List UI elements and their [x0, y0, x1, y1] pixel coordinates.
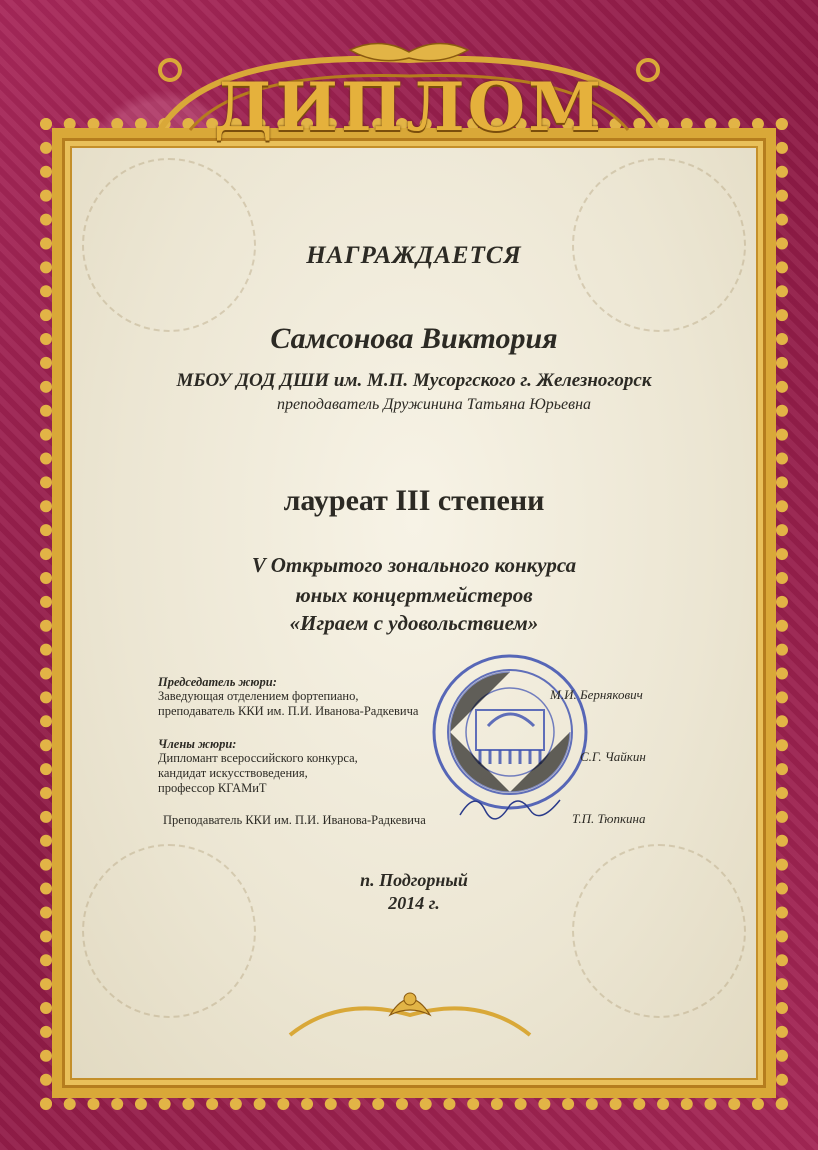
signature — [455, 780, 565, 830]
jury-members-heading: Члены жюри: — [158, 737, 237, 751]
teacher-name: преподаватель Дружинина Татьяна Юрьевна — [276, 396, 592, 413]
place: п. Подгорный — [360, 870, 468, 890]
contest-line-2: юных концертмейстеров — [295, 583, 533, 607]
jury-chair-line-2: преподаватель ККИ им. П.И. Иванова-Радкевича — [158, 704, 419, 718]
jury-member1-line-3: профессор КГАМиТ — [158, 781, 267, 795]
contest-line-1: V Открытого зонального конкурса — [251, 553, 577, 577]
jury-member2-line-1: Преподаватель ККИ им. П.И. Иванова-Радкевича — [163, 813, 426, 827]
jury-member1-name: С.Г. Чайкин — [580, 749, 646, 764]
jury-chair-line-1: Заведующая отделением фортепиано, — [158, 689, 359, 703]
contest-line-3: «Играем с удовольствием» — [289, 611, 539, 635]
year: 2014 г. — [388, 893, 440, 913]
jury-chair-name: М.И. Бернякович — [550, 687, 643, 702]
awarded-heading: НАГРАЖДАЕТСЯ — [306, 242, 522, 269]
diploma-title: ДИПЛОМ — [213, 68, 605, 146]
jury-member2-name: Т.П. Тюпкина — [572, 811, 646, 826]
award-title: лауреат III степени — [283, 484, 545, 517]
school-name: МБОУ ДОД ДШИ им. М.П. Мусоргского г. Железногорск — [176, 370, 652, 391]
jury-member1-line-2: кандидат искусствоведения, — [158, 766, 308, 780]
bottom-ornament — [280, 985, 540, 1045]
jury-chair-heading: Председатель жюри: — [158, 675, 277, 689]
jury-member1-line-1: Дипломант всероссийского конкурса, — [158, 751, 358, 765]
recipient-name: Самсонова Виктория — [270, 322, 558, 355]
